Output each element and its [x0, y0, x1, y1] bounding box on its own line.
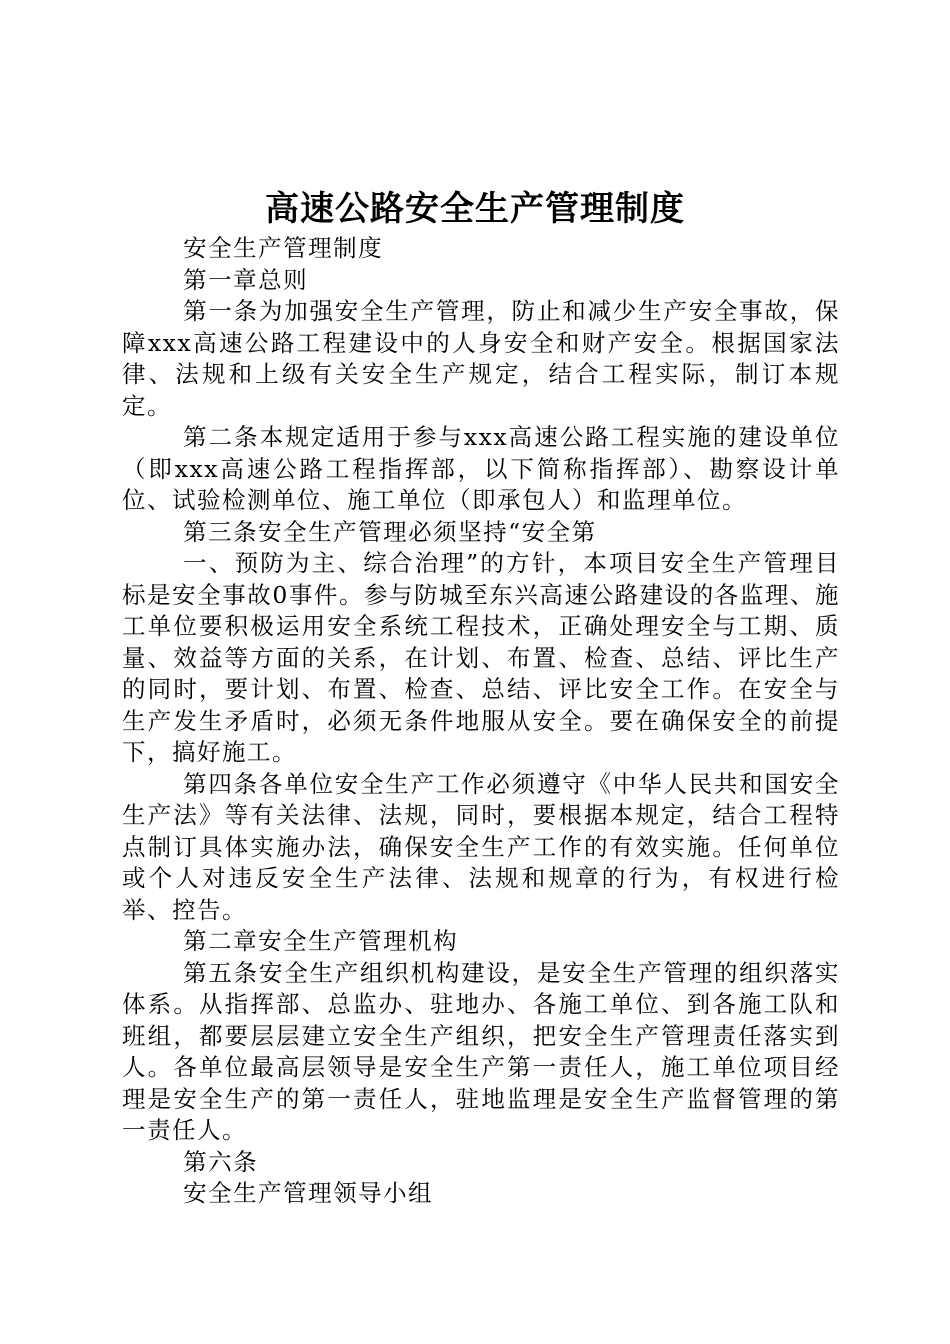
paragraph-leadership-group: 安全生产管理领导小组 — [183, 1179, 434, 1207]
paragraph-article-3-continued: 一、预防为主、综合治理”的方针，本项目安全生产管理目标是安全事故0事件。参与防城至东兴高速公路建设的各监理、施工单位要积极运用安全系统工程技术，正确处理安全与工期、质量、效益等方面的关系，在计划、布置、检查、总结、评比生产的同时，要计划、布置、检查、总结、评比安全工作。在安全与生产发生矛盾时，必须无条件地服从安全。要在确保安全的前提下，搞好施工。 — [122, 549, 840, 766]
chapter-heading-1: 第一章总则 — [183, 265, 309, 294]
chapter-heading-2: 第二章安全生产管理机构 — [183, 927, 459, 955]
document-title: 高速公路安全生产管理制度 — [265, 189, 685, 229]
paragraph-article-2: 第二条本规定适用于参与xxx高速公路工程实施的建设单位（即xxx高速公路工程指挥部，以下简称指挥部）、勘察设计单位、试验检测单位、施工单位（即承包人）和监理单位。 — [122, 423, 840, 514]
paragraph-article-3: 第三条安全生产管理必须坚持“安全第 — [183, 517, 597, 546]
paragraph-article-1: 第一条为加强安全生产管理，防止和减少生产安全事故，保障xxx高速公路工程建设中的人身安全和财产安全。根据国家法律、法规和上级有关安全生产规定，结合工程实际，制订本规定。 — [122, 297, 840, 420]
paragraph-article-5: 第五条安全生产组织机构建设，是安全生产管理的组织落实体系。从指挥部、总监办、驻地办、各施工单位、到各施工队和班组，都要层层建立安全生产组织，把安全生产管理责任落实到人。各单位最高层领导是安全生产第一责任人，施工单位项目经理是安全生产的第一责任人，驻地监理是安全生产监督管理的第一责任人。 — [122, 958, 840, 1144]
paragraph-subtitle: 安全生产管理制度 — [183, 234, 384, 262]
paragraph-article-6: 第六条 — [183, 1147, 259, 1176]
document-body — [122, 233, 840, 1210]
paragraph-article-4: 第四条各单位安全生产工作必须遵守《中华人民共和国安全生产法》等有关法律、法规，同时，要根据本规定，结合工程特点制订具体实施办法，确保安全生产工作的有效实施。任何单位或个人对违反安全生产法律、法规和规章的行为，有权进行检举、控告。 — [122, 769, 840, 924]
